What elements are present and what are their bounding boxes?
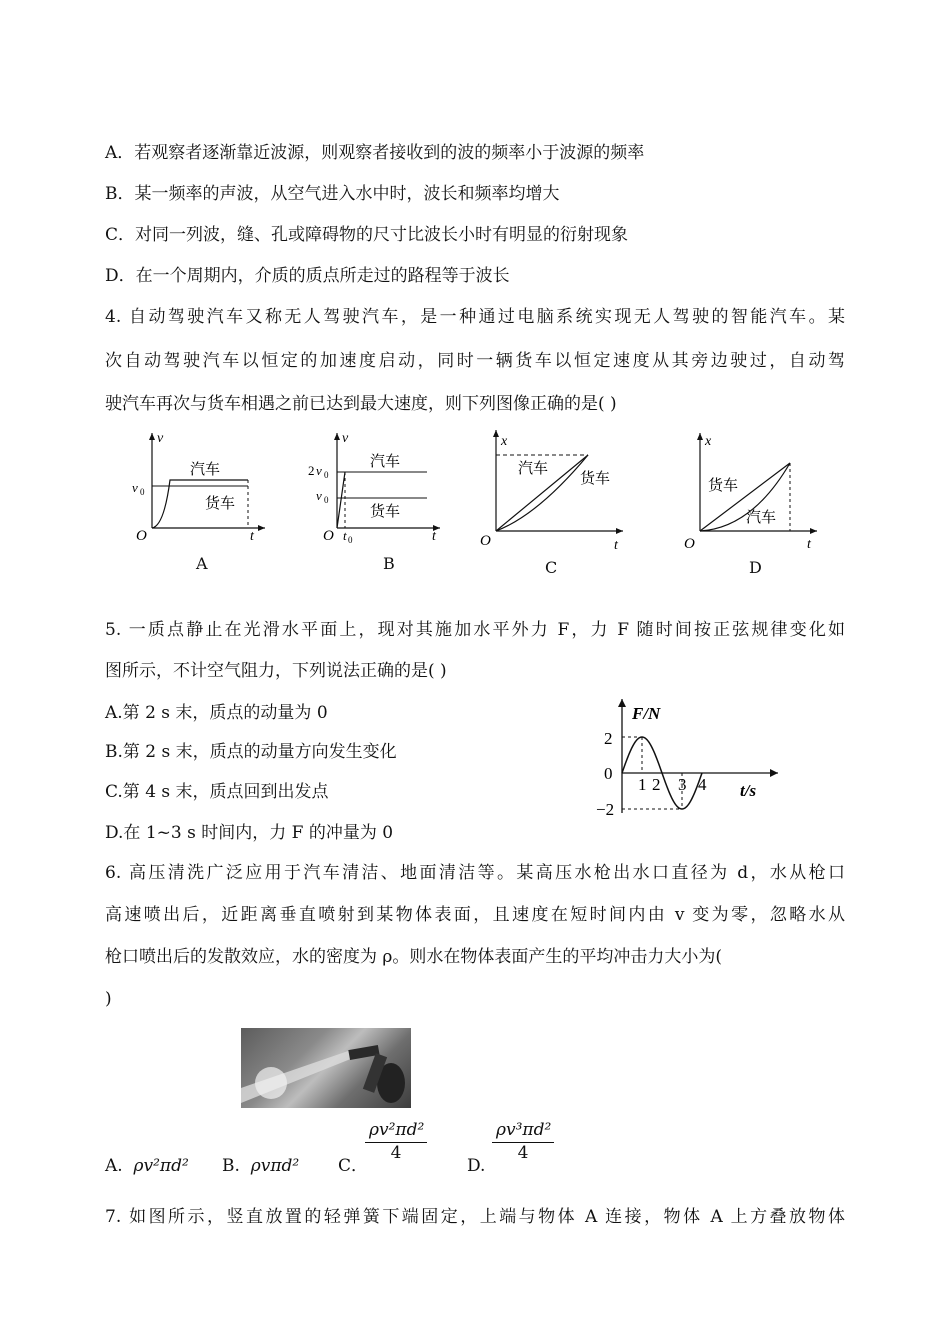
q5-option-c: C.第 4 s 末，质点回到出发点 — [105, 782, 329, 802]
q6-option-b: B. ρvπd² — [222, 1156, 300, 1176]
q3-option-c: C．对同一列波，缝、孔或障碍物的尺寸比波长小时有明显的衍射现象 — [105, 225, 629, 245]
q5-xtick-2: 2 — [652, 775, 661, 794]
q5-ytick-2: 2 — [604, 729, 613, 748]
q4-caption-a: A — [196, 554, 208, 573]
graph-b-origin: O — [323, 528, 334, 543]
graph-c-car: 汽车 — [518, 461, 549, 477]
q4-graph-d — [682, 428, 822, 550]
graph-b-v0-sub: 0 — [324, 495, 329, 505]
q5-ylabel: F/N — [632, 704, 661, 723]
q4-stem-line1: 4. 自动驾驶汽车又称无人驾驶汽车，是一种通过电脑系统实现无人驾驶的智能汽车。某 — [105, 307, 845, 327]
graph-a-t-label: t — [250, 529, 254, 543]
graph-b-t0: t — [343, 528, 347, 543]
graph-a-v0-sub: 0 — [140, 487, 145, 497]
q6-stem-line2: 高速喷出后，近距离垂直喷射到某物体表面，且速度在短时间内由 v 变为零，忽略水从 — [105, 905, 845, 925]
q4-stem-line2: 次自动驾驶汽车以恒定的加速度启动，同时一辆货车以恒定速度从其旁边驶过，自动驾 — [105, 351, 845, 371]
q6-option-a: A. ρv²πd² — [105, 1156, 189, 1176]
q5-xtick-3: 3 — [678, 775, 687, 794]
q5-stem-line2: 图所示，不计空气阻力，下列说法正确的是( ) — [105, 661, 447, 681]
graph-b-2v0-sub: 0 — [324, 470, 329, 480]
q5-xlabel: t/s — [740, 781, 757, 800]
graph-b-car: 汽车 — [370, 454, 401, 470]
q5-option-b: B.第 2 s 末，质点的动量方向发生变化 — [105, 742, 397, 762]
q5-xtick-4: 4 — [698, 775, 707, 794]
graph-a-car: 汽车 — [190, 462, 221, 478]
q5-stem-line1: 5. 一质点静止在光滑水平面上，现对其施加水平外力 F，力 F 随时间按正弦规律变化如 — [105, 620, 845, 640]
q4-caption-c: C — [545, 558, 558, 577]
q5-force-graph — [590, 693, 790, 823]
q5-option-d: D.在 1~3 s 时间内，力 F 的冲量为 0 — [105, 823, 394, 843]
q6-option-c-label: C． — [338, 1156, 369, 1176]
graph-b-two: 2 — [308, 463, 315, 478]
graph-d-x-label: x — [705, 434, 712, 449]
graph-d-truck: 货车 — [708, 478, 739, 494]
graph-d-t-label: t — [807, 537, 811, 550]
q4-stem-line3: 驶汽车再次与货车相遇之前已达到最大速度，则下列图像正确的是( ) — [105, 394, 617, 414]
q6-option-b-expr: ρvπd² — [250, 1156, 300, 1176]
graph-b-t0-sub: 0 — [348, 535, 353, 543]
graph-b-truck: 货车 — [370, 504, 401, 520]
q6-option-d-label: D. — [467, 1156, 486, 1176]
q5-xtick-1: 1 — [638, 775, 647, 794]
graph-c-origin: O — [480, 533, 491, 549]
q3-option-d: D．在一个周期内，介质的质点所走过的路程等于波长 — [105, 266, 510, 286]
graph-a-v0: v — [132, 480, 138, 495]
q6-option-c-fraction: ρv²πd² 4 — [365, 1120, 427, 1163]
q3-option-b: B．某一频率的声波，从空气进入水中时，波长和频率均增大 — [105, 184, 560, 204]
q6-option-a-expr: ρv²πd² — [133, 1156, 189, 1176]
q4-graph-c — [478, 425, 628, 550]
graph-d-car: 汽车 — [746, 510, 777, 526]
q5-option-a: A.第 2 s 末，质点的动量为 0 — [105, 703, 328, 723]
q4-caption-b: B — [383, 554, 395, 573]
graph-c-x-label: x — [501, 434, 508, 449]
graph-b-t-label: t — [432, 529, 436, 543]
q7-stem-line1: 7. 如图所示，竖直放置的轻弹簧下端固定，上端与物体 A 连接，物体 A 上方叠放物体 — [105, 1207, 845, 1227]
q6-stem-line3: 枪口喷出后的发散效应，水的密度为 ρ。则水在物体表面产生的平均冲击力大小为( — [105, 947, 723, 967]
graph-a-origin: O — [136, 528, 147, 543]
water-gun-photo — [241, 1028, 411, 1108]
q4-graph-b — [305, 428, 445, 543]
graph-b-2v0: v — [316, 463, 322, 478]
q4-caption-d: D — [749, 558, 762, 577]
q5-ytick-0: 0 — [604, 764, 613, 783]
q6-option-d-fraction: ρv³πd² 4 — [492, 1120, 554, 1163]
graph-c-truck: 货车 — [580, 471, 611, 487]
q5-ytick-neg2: −2 — [596, 800, 615, 819]
graph-b-v-label: v — [342, 431, 349, 446]
graph-a-truck: 货车 — [205, 496, 236, 512]
graph-b-v0: v — [316, 488, 322, 503]
q6-stem-line4: ) — [105, 989, 112, 1009]
q3-option-a: A．若观察者逐渐靠近波源，则观察者接收到的波的频率小于波源的频率 — [105, 143, 645, 163]
q4-graph-a — [130, 428, 270, 543]
q6-stem-line1: 6. 高压清洗广泛应用于汽车清洁、地面清洁等。某高压水枪出水口直径为 d，水从枪口 — [105, 863, 845, 883]
graph-a-v-label: v — [157, 431, 164, 446]
graph-d-origin: O — [684, 536, 695, 550]
graph-c-t-label: t — [614, 538, 618, 550]
